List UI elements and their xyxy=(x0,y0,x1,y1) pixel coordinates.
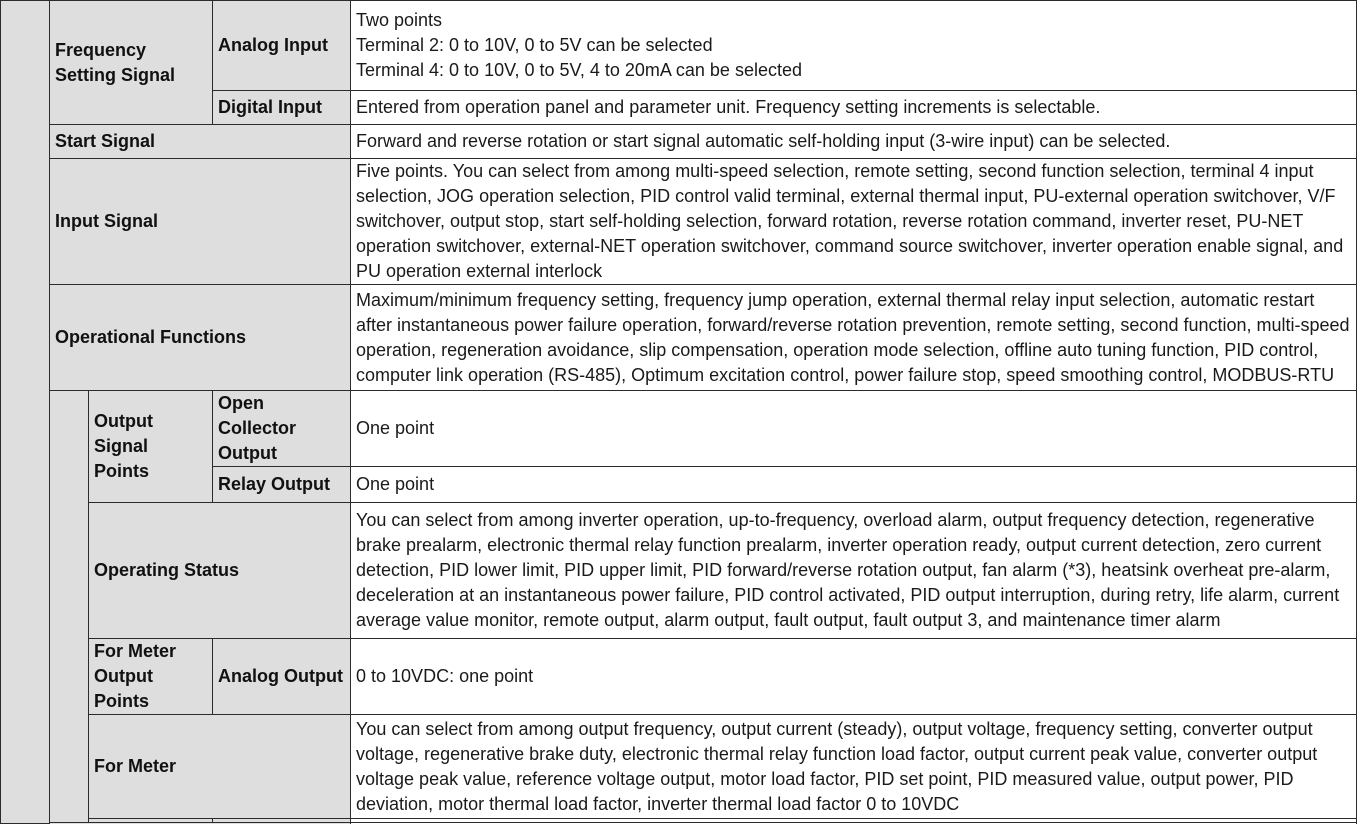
frequency-analog-row xyxy=(1,1,1357,91)
operating-status-label: Operating Status xyxy=(89,503,351,639)
analog-input-line-2: Terminal 2: 0 to 10V, 0 to 5V can be selected xyxy=(356,35,713,55)
operational-functions-label: Operational Functions xyxy=(50,285,351,391)
cutoff-cell-d xyxy=(50,823,351,824)
relay-output-value: One point xyxy=(351,467,1357,503)
input-signal-value: Five points. You can select from among multi-speed selection, remote setting, second function selection, terminal 4 input selection, JOG operation selection, PID control valid terminal, external thermal input, PU-external operation switchover, V/F switchover, output stop, start self-holding selection, forward rotation, reverse rotation command, inverter reset, PU-NET operation switchover, external-NET operation switchover, command source switchover, inverter operation enable signal, and PU operation external interlock xyxy=(351,159,1357,285)
open-collector-output-value: One point xyxy=(351,391,1357,467)
analog-input-line-3: Terminal 4: 0 to 10V, 0 to 5V, 4 to 20mA can be selected xyxy=(356,60,802,80)
cutoff-row-2 xyxy=(1,823,1357,824)
for-meter-row xyxy=(1,715,1357,819)
cutoff-cell-e xyxy=(351,823,1357,824)
operation-specifications-label xyxy=(1,1,50,824)
start-signal-label: Start Signal xyxy=(50,125,351,159)
analog-output-label: Analog Output xyxy=(213,639,351,715)
analog-input-label: Analog Input xyxy=(213,1,351,91)
digital-input-label: Digital Input xyxy=(213,91,351,125)
open-collector-output-label: Open Collector Output xyxy=(213,391,351,467)
output-signal-points-label: Output Signal Points xyxy=(89,391,213,503)
for-meter-output-points-label: For Meter Output Points xyxy=(89,639,213,715)
analog-input-line-1: Two points xyxy=(356,10,443,30)
operating-status-value: You can select from among inverter operation, up-to-frequency, overload alarm, output frequency detection, regenerative brake prealarm, electronic thermal relay function prealarm, inverter operation ready, output current detection, zero current detection, PID lower limit, PID upper limit, PID forward/reverse rotation output, fan alarm (*3), heatsink overheat pre-alarm, deceleration at an instantaneous power failure, PID control activated, PID output interruption, during retry, life alarm, current average value monitor, remote output, alarm output, fault output, fault output 3, and maintenance timer alarm xyxy=(351,503,1357,639)
operational-functions-row xyxy=(1,285,1357,391)
open-collector-row xyxy=(1,391,1357,467)
relay-output-label: Relay Output xyxy=(213,467,351,503)
input-signal-label: Input Signal xyxy=(50,159,351,285)
start-signal-value: Forward and reverse rotation or start signal automatic self-holding input (3-wire input) can be selected. xyxy=(351,125,1357,159)
operating-status-row xyxy=(1,503,1357,639)
frequency-setting-signal-label: Frequency Setting Signal xyxy=(50,1,213,125)
analog-output-value: 0 to 10VDC: one point xyxy=(351,639,1357,715)
for-meter-value: You can select from among output frequency, output current (steady), output voltage, frequency setting, converter output voltage, regenerative brake duty, electronic thermal relay function load factor, output current peak value, converter output voltage peak value, reference voltage output, motor load factor, PID set point, PID measured value, output power, PID deviation, motor thermal load factor, inverter thermal load factor 0 to 10VDC xyxy=(351,715,1357,819)
analog-input-value xyxy=(351,1,1357,91)
for-meter-output-points-row xyxy=(1,639,1357,715)
output-signal-label xyxy=(50,391,89,823)
for-meter-label: For Meter xyxy=(89,715,351,819)
input-signal-row xyxy=(1,159,1357,285)
operational-functions-value: Maximum/minimum frequency setting, frequency jump operation, external thermal relay input selection, automatic restart after instantaneous power failure operation, forward/reverse rotation prevention, remote setting, second function, multi-speed operation, regeneration avoidance, slip compensation, operation mode selection, offline auto tuning function, PID control, computer link operation (RS-485), Optimum excitation control, power failure stop, speed smoothing control, MODBUS-RTU xyxy=(351,285,1357,391)
digital-input-value: Entered from operation panel and parameter unit. Frequency setting increments is selectable. xyxy=(351,91,1357,125)
start-signal-row xyxy=(1,125,1357,159)
